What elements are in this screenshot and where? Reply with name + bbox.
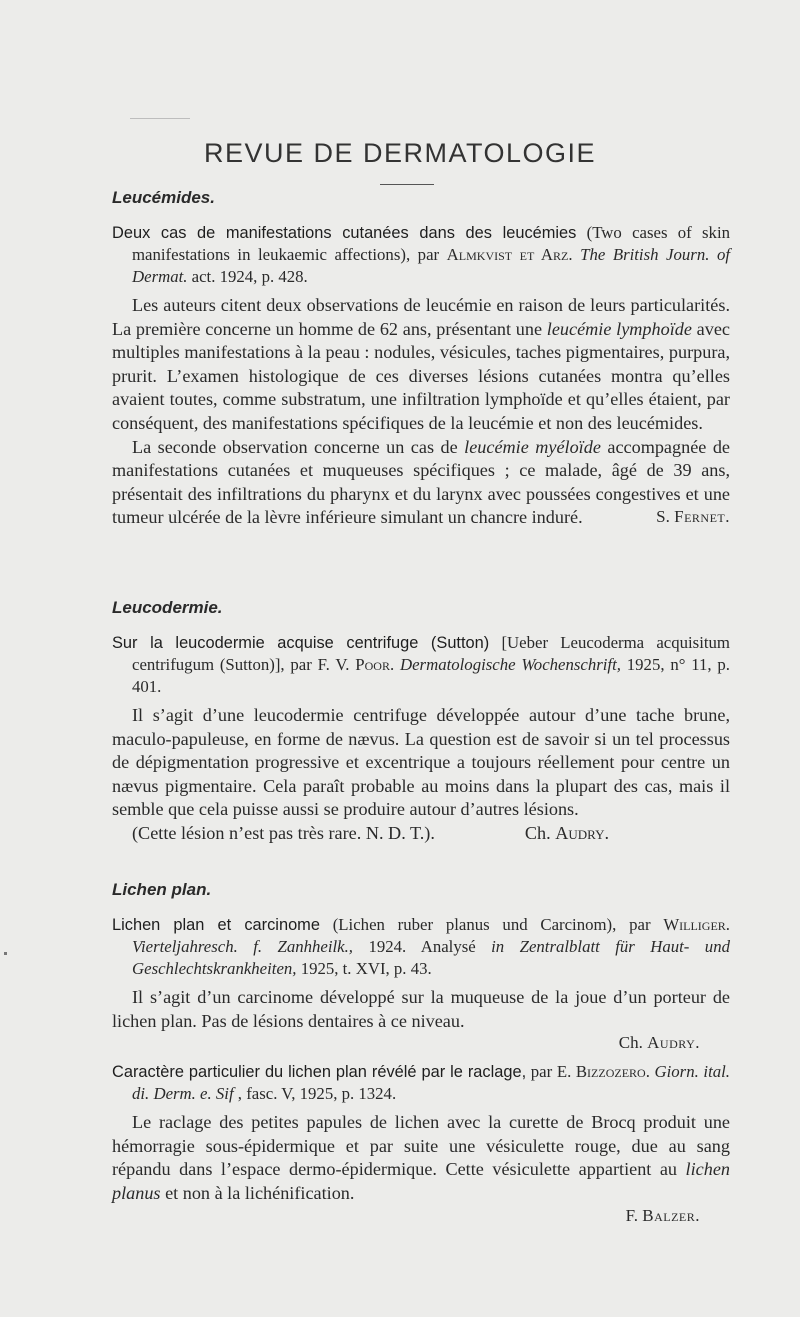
article-note: (Cette lésion n’est pas très rare. N. D. T.). Ch. Audry. (132, 822, 610, 843)
article-body: Il s’agit d’un carcinome développé sur la muqueuse de la joue d’un porteur de lichen plan. Pas de lésions dentaires à ce niveau. (112, 987, 730, 1031)
article-journal: Dermatologische Wochenschrift, (394, 655, 621, 674)
article-title: Sur la leucodermie acquise centrifuge (Sutton) (112, 634, 490, 652)
article-body: Il s’agit d’une leucodermie centrifuge développée autour d’une tache brune, maculo-papuleuse, en forme de nævus. La question est de savoir si un tel processus de dépigmentation progressive et excentrique a toujours réellement pour centre un nævus pigmentaire. Cela paraît probable au moins dans la plupart des cas, mais il semble que cela puisse aussi se produire autour d’autres lésions. (112, 705, 730, 820)
section-leucemides (112, 188, 730, 527)
article-title: Caractère particulier du lichen plan révélé par le raclage, (112, 1063, 527, 1082)
article-journal: Giorn. ital. di. Derm. e. Sif (132, 1062, 730, 1104)
title-rule (380, 184, 434, 185)
article-body: Le raclage des petites papules de lichen avec la curette de Brocq produit une hémorragie sous-épidermique et par suite une vésiculette rouge, due au sang répandu dans l’espace dermo-épidermique. Cette vésiculette appartient au lichen planus et non à la lichénification. (112, 1112, 730, 1203)
article-signature: F. Balzer. (625, 1205, 700, 1225)
article-title: Deux cas de manifestations cutanées dans des leucémies (112, 224, 577, 242)
section-heading: Leucémides. (112, 188, 215, 207)
margin-speck (4, 952, 7, 955)
article-body: La seconde observation concerne un cas de leucémie myéloïde accompagnée de manifestations cutanées et muqueuses spécifiques ; ce malade, âgé de 39 ans, présentait des infiltrations du pharynx et du larynx avec poussées congestives et une tumeur ulcérée de la lèvre inférieure simulant un chancre induré. (112, 436, 730, 528)
article-reference: Caractère particulier du lichen plan révélé par le raclage, par E. Bizzozero. Giorn. ital. di. Derm. e. Sif , fasc. V, 1925, p. 1324. (112, 1062, 730, 1104)
article-authors: Almkvist et Arz. (446, 245, 573, 264)
article-body: Les auteurs citent deux observations de leucémie en raison de leurs particularités. La première concerne un homme de 62 ans, présentant une leucémie lymphoïde avec multiples manifestations à la peau : nodules, vésicules, taches pigmentaires, purpura, prurit. L’examen histologique de ces diverses lésions cutanées montra qu’elles avaient toutes, comme substratum, une infiltration lymphoïde et qu’elles étaient, par conséquent, des manifestations spécifiques de la leucémie et non des leucémides. (112, 295, 730, 433)
article-signature: Audry. (555, 822, 610, 843)
article-title: Lichen plan et carcinome (112, 916, 320, 934)
article-journal: The British Journ. of Dermat. (132, 245, 731, 286)
top-rule (130, 118, 190, 119)
section-heading: Leucodermie. (112, 598, 223, 617)
article-authors: F. V. Poor. (317, 655, 395, 674)
article-signature: Ch. Audry. (618, 1033, 700, 1053)
section-leucodermie (112, 598, 730, 846)
article-authors: Williger. (663, 915, 730, 934)
article-authors: E. Bizzozero. (556, 1062, 650, 1082)
section-heading: Lichen plan. (112, 880, 212, 899)
article-journal: Vierteljahresch. f. Zanhheilk., (132, 937, 354, 956)
section-lichen-plan (112, 880, 730, 1226)
article-reference: Sur la leucodermie acquise centrifuge (Sutton) [Ueber Leucoderma acquisitum centrifugum (Sutton)], par F. V. Poor. Dermatologische Wochenschrift, 1925, n° 11, p. 401. (112, 633, 730, 696)
page-title: REVUE DE DERMATOLOGIE (203, 138, 597, 168)
article-reference: Lichen plan et carcinome (Lichen ruber planus und Carcinom), par Williger. Vierteljahresch. f. Zanhheilk., 1924. Analysé in Zentralblatt für Haut- und Geschlechtskrankheiten, 1925, t. XVI, p. 43. (112, 915, 730, 978)
article-signature: S. Fernet. (656, 506, 730, 526)
article-reference: Deux cas de manifestations cutanées dans des leucémies (Two cases of skin manifestations in leukaemic affections), par Almkvist et Arz. The British Journ. of Dermat. act. 1924, p. 428. (112, 223, 731, 286)
